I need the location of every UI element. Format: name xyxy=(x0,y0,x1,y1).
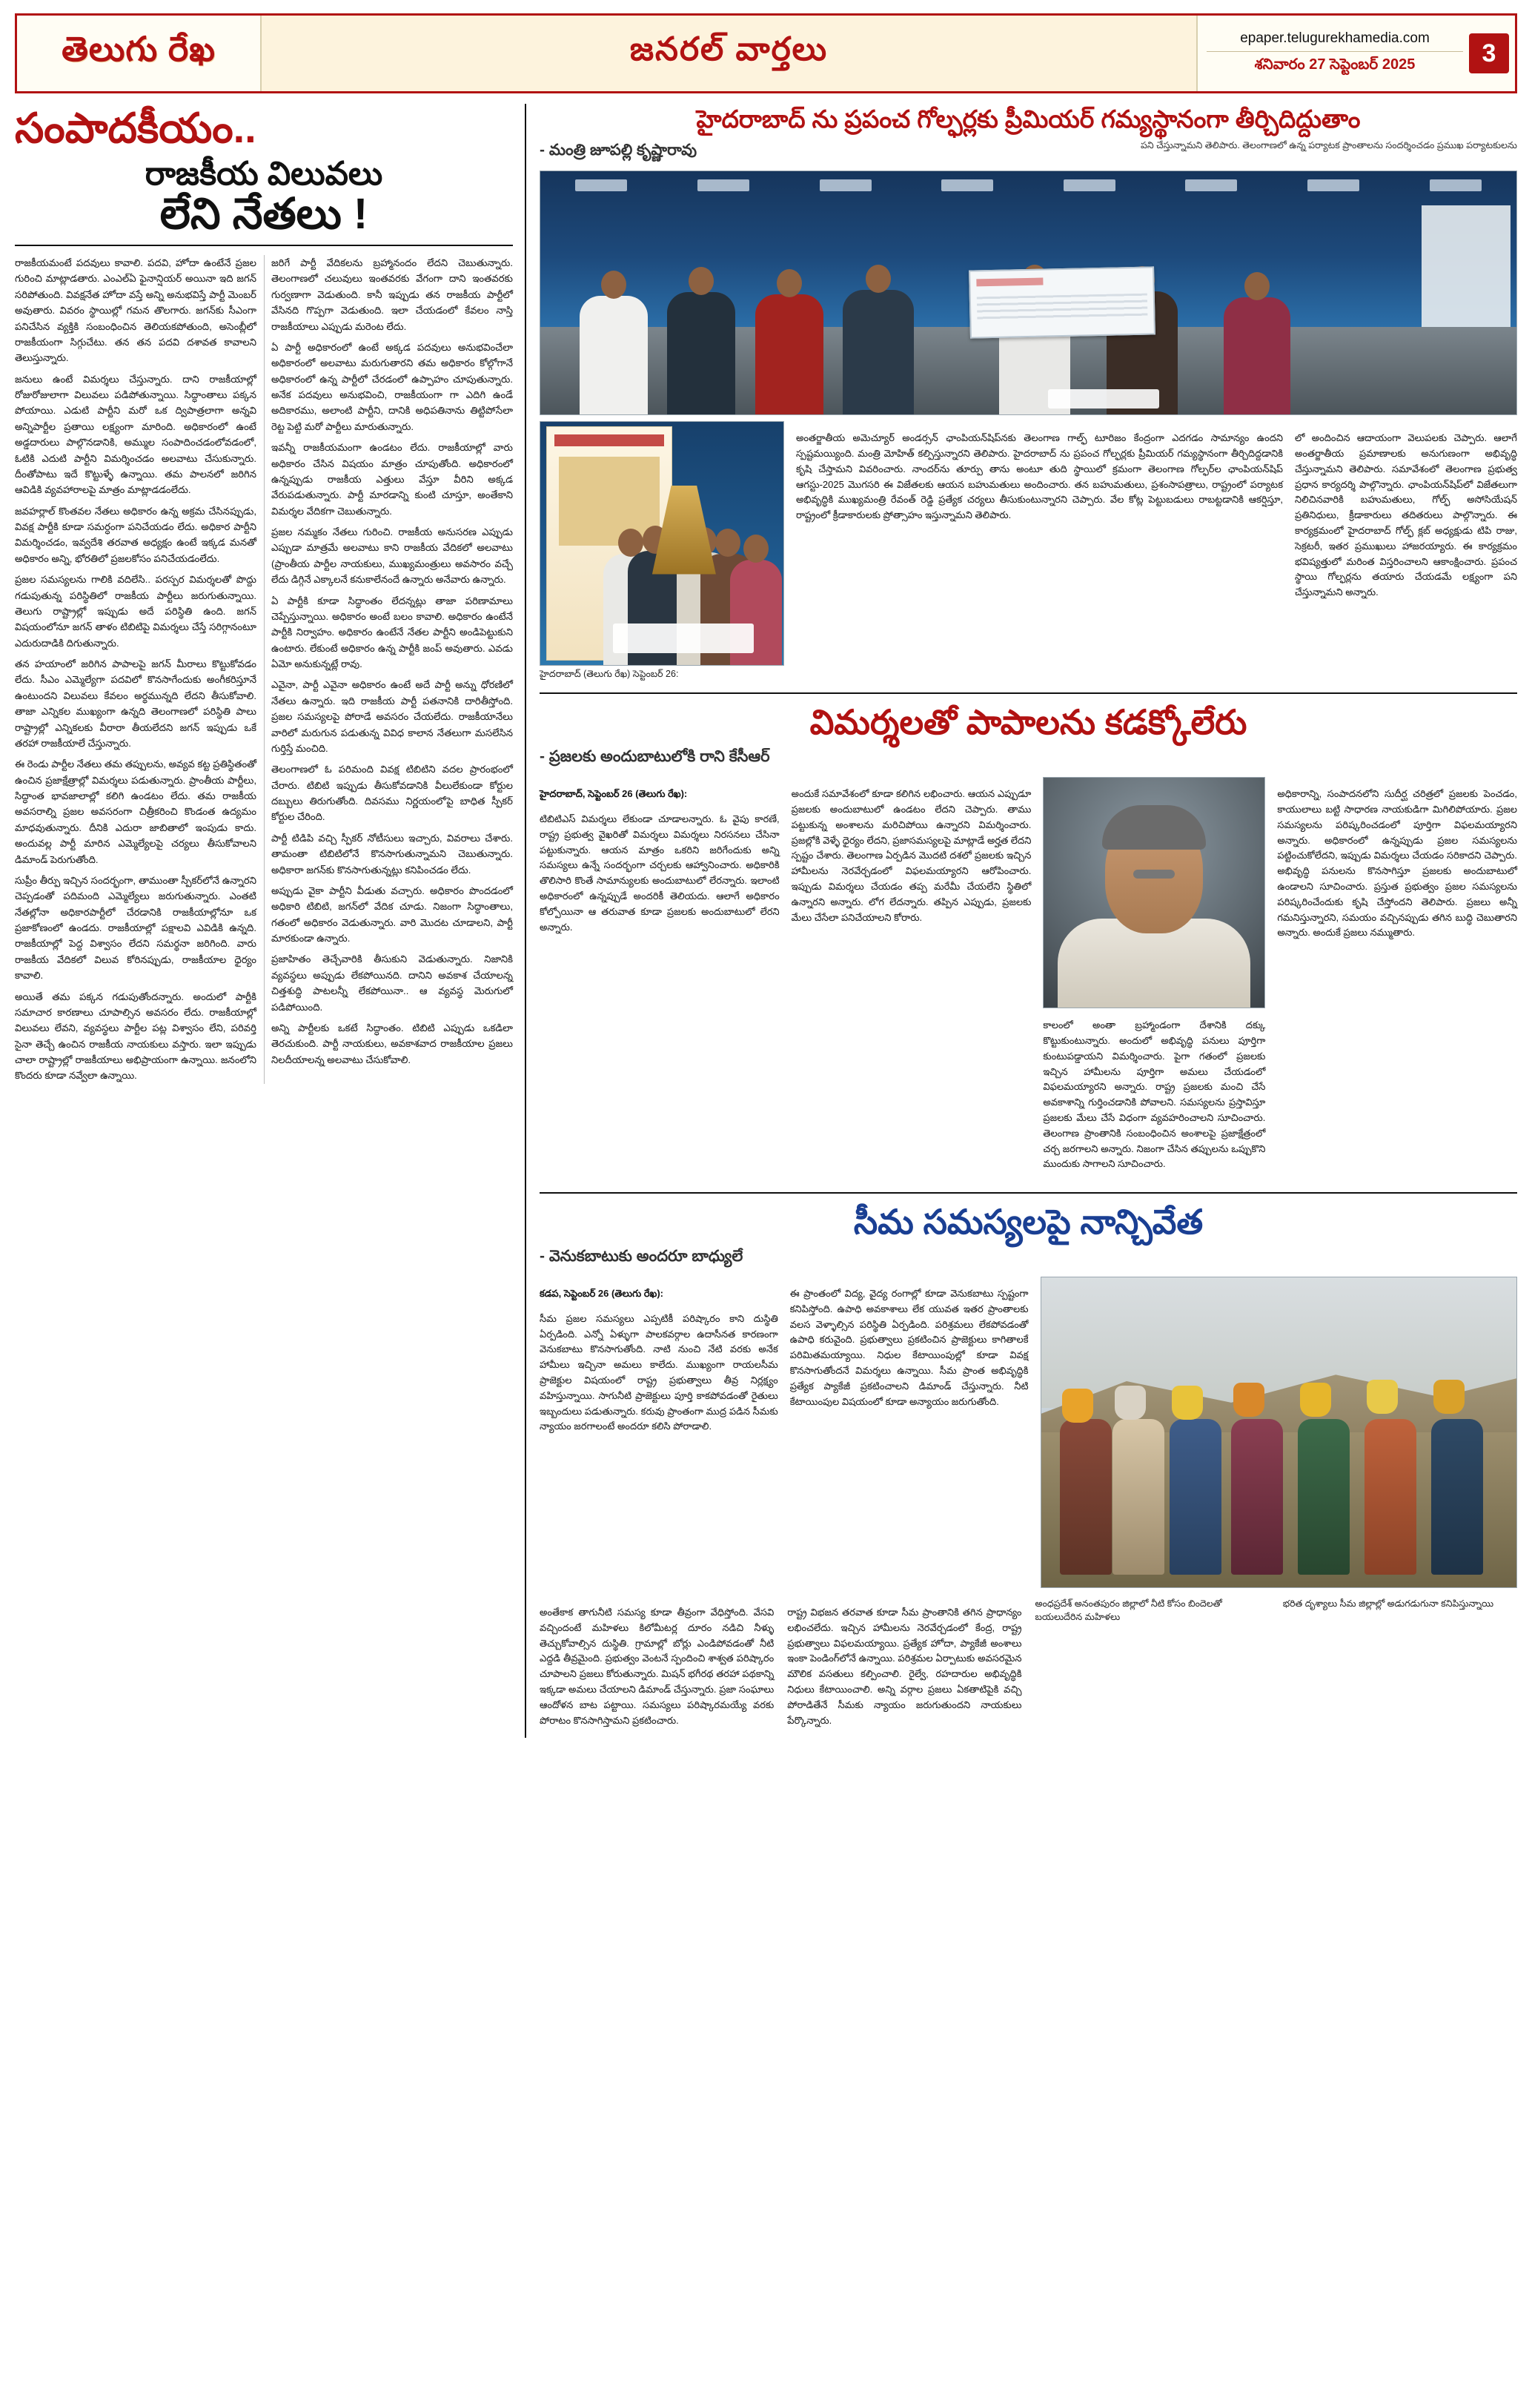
story-seema-byline: - వెనుకబాటుకు అందరూ బాధ్యులే xyxy=(540,1248,743,1265)
water-pot xyxy=(1115,1386,1146,1420)
water-pot xyxy=(1433,1380,1465,1414)
section-divider xyxy=(540,1192,1517,1194)
person-head xyxy=(715,529,740,557)
page-number-badge: 3 xyxy=(1469,33,1509,73)
woman-figure xyxy=(1112,1419,1164,1575)
editorial-paragraph: అన్ని పార్టీలకు ఒకటే సిద్ధాంతం. టిబిటి ఎప్పుడు ఒకడిలా తెరచుకుంది. పార్టీ నాయకులు, అవకాశవాద రాజకీయాల ప్రజలు నిలదీయాలన్న అలవాటు చేసుకోవాలి. xyxy=(271,1022,513,1065)
epaper-url[interactable]: epaper.telugurekhamedia.com xyxy=(1207,30,1463,52)
issue-date: శనివారం 27 సెప్టెంబర్ 2025 xyxy=(1254,56,1416,73)
water-pot xyxy=(1367,1380,1398,1414)
oversized-cheque xyxy=(969,267,1156,339)
story-kcr-col1-text: టిబిటిఎస్ విమర్శలు లేకుండా చూడాలన్నారు. ఓ వైపు కారణే, రాష్ట్ర ప్రభుత్వ వైఖరితో విమర్శలు విమర్శలు నిరసనలు చేసినా పట్టుకున్నారు. ఆయన మాత్రం ఒకరిని జరిగేందుకు అన్ని సమస్యలు ఉన్నే సందర్భంగా చర్చలకు ఆహ్వానించారు. అధికారికి తొలిసారి కొంతే సామాన్యులకు అందుబాటులో లేరన్నారు. ఇలాంటి అధికారంలో ఉన్నప్పుడే అందరికీ తెలియదు. ఆలాగే అధికారం కోల్పోయినా ఆ తరువాత కూడా ప్రజలకు అందుబాటులో లేరని అన్నారు. xyxy=(540,813,780,933)
person-head xyxy=(866,265,891,293)
story-seema xyxy=(540,1203,1517,1738)
story-seema-caption-right-wrap xyxy=(1283,1595,1517,1738)
person-figure xyxy=(580,296,648,414)
editorial-paragraph: ప్రజల సమస్యలను గాలికి వదిలేసి.. పరస్పర విమర్శలతో పొద్దు గడుపుతున్న పరిస్థితిలో రాజకీయ పార్టీలు జరుగుతున్నాయి. తెలుగు రాష్ట్రాల్లో ఇప్పుడు అదే పరిస్థితి ఉంది. జగన్ విషయంలోనూ జగన్ తాళం టిబిటిపై విమర్శలు చేస్తే సరిగ్గానంటూ ఎదురుదాడికి దిగుతున్నారు. xyxy=(15,574,256,649)
woman-figure xyxy=(1431,1419,1483,1575)
story-seema-photo-wrap xyxy=(1041,1277,1518,1588)
story-kcr-byline: - ప్రజలకు అందుబాటులోకి రాని కేసీఆర్ xyxy=(540,748,770,766)
story-seema-layout xyxy=(540,1277,1517,1588)
photo-caption-seema-right: భరిత దృశ్యాలు సీమ జిల్లాల్లో అడుగడుగునా కనిపిస్తున్నాయి xyxy=(1282,1598,1494,1609)
photo-kcr-portrait xyxy=(1043,777,1265,1008)
person-figure xyxy=(1224,297,1290,414)
photo-caption-seema-left: అంధప్రదేశ్ అనంతపురం జిల్లాలో నీటి కోసం బిందెలతో బయలుదేరిన మహిళలు xyxy=(1035,1598,1222,1622)
editorial-paragraph: ప్రజాహితం తెచ్చేవారికి తీసుకుని వెడుతున్నారు. నిజానికి వ్యవస్థలు అప్పుడు లేకపోయినది. దానిని అవకాశ చేయాలన్న చిత్తశుద్ధి పాటలన్నీ లేకపోయినా.. ఆ వ్యవస్థ మెరుగులో పడిపోయింది. xyxy=(271,953,513,1013)
section-title: జనరల్ వార్తలు xyxy=(629,30,829,67)
editorial-paragraph: జనులు ఉంటే విమర్శలు చేస్తున్నారు. దాని రాజకీయాల్లో రోజురోజులాగా విలువలు పడిపోతున్నాయి. సిద్ధాంతాలు పక్కన పోయాయి. ఎడుటి పార్టీని మరో ఒక ద్విపాత్రలాగా అన్నవి అన్నిపార్టీల ప్రతాయి లక్ష్యంగా మారింది. అధికారంలో ఉంటే అడ్డదారులు పాల్గొనడానికి, అమ్ముల సంపాదించడంలోవడంలో, ఓటికి ఎదుటి పార్టీని విమర్శించడం అలవాటు చేసుకున్నారు. దీంతోపాటు ఇదే కొట్టుళ్ళే ఉన్నాయి. తమ పాలనలో జరిగిన ఆవిడికి వ్యవహారాలపై మాత్రం మాట్లాడడంలేదు. xyxy=(15,373,256,496)
editorial-kicker: సంపాదకీయం.. xyxy=(15,105,256,151)
publication-logo: తెలుగు రేఖ xyxy=(62,30,216,68)
woman-figure xyxy=(1060,1419,1112,1575)
story-kcr-col2-text: అందుకే సమావేశంలో కూడా కలిగిన లభించారు. ఆయన ఎప్పుడూ ప్రజలకు అందుబాటులో ఉండటం లేదని చెప్పారు. తాము పట్టుకున్న అంశాలను మరిచిపోయి ఉన్నారని విమర్శించారు. ప్రజల్లోకి వెళ్ళే ధైర్యం లేదని, ప్రజాసమస్యలపై మాట్లాడే అర్హత లేదని స్పష్టం చేశారు. తెలంగాణ ఏర్పడిన మొదటి దశలో ప్రజలకు ఇచ్చిన హామీలను నెరవేర్చడంలో విఫలమయ్యారని ఆరోపించారు. ఇప్పుడు విమర్శలు చేయడం తప్ప మరేమీ చేయలేని స్థితిలో ఉన్నారని అన్నారు. లోగ లేదన్నారు. తప్పిన ఎప్పుడు, ప్రజలకు మేలు చేసేలా పనిచేయాలని కోరారు. xyxy=(791,788,1032,923)
story-kcr-col2 xyxy=(792,777,1032,1182)
water-pot xyxy=(1062,1389,1093,1423)
editorial-paragraph: తన హయాంలో జరిగిన పాపాలపై జగన్ మీరాలు కొట్టుకోవడం లేదు. సీఎం ఎమ్మెల్యేగా పదవిలో కొనసాగేందుకు అంగీకరిస్తూనే ఉంటుందని విలువలు కేవలం అర్థమున్నది లేదని తీసుకోవాలి. తాజా ఎన్నికల ముఖ్యంగా ఉన్నది తెలంగాణలో పరిస్థితి పాలు రాష్ట్రాల్లో ఎన్నికలకు వీరారా తీయలేదని జగన్ ఇప్పుడు ఒకే తరహా రాజకీయాలే చేస్తున్నారు. xyxy=(15,658,256,749)
story-kcr-col4-text: అధికారాన్ని, సంపాదనలోని సుదీర్ఘ చరిత్రలో ప్రజలకు పెంచడం, కాయులాలు బట్టి సాధారణ నాయకుడిగా మిగిలిపోయారు. ప్రజల సమస్యలను పరిష్కరించడంలో పూర్తిగా విఫలమయ్యారని అన్నారు. అధికారంలో ఉన్నప్పుడు ప్రజల సమస్యలను పట్టించుకోలేదని, ఇప్పుడు విమర్శలు చేయడం సరికాదని చెప్పారు. అభివృద్ధి పనులను కొనసాగిస్తూ ప్రజలకు అందుబాటులో ఉండాలని సూచించారు. ప్రస్తుత ప్రభుత్వం ప్రజల సమస్యలను పరిష్కరించేందుకు కృషి చేస్తోందని తెలిపారు. ప్రజలు అన్నీ గమనిస్తున్నారని, సమయం వచ్చినప్పుడు తగిన బుద్ధి చెబుతారని అన్నారు. అందుకే ప్రజలు నమ్ముతారు. xyxy=(1277,788,1518,939)
masthead xyxy=(15,13,1517,93)
editorial-paragraph: ఇవన్నీ రాజకీయమంగా ఉండటం లేదు. రాజకీయాల్లో వారు అధికారం చేసిన విషయం మాత్రం చూపుతోంది. అధికారంలో ఉన్నప్పుడు రాజకీయ ఎత్తులు వేస్తూ వీరిని అక్కడ వేరుపడుతున్నారు. పార్టీ మారడాన్ని కుంటి చూస్తూ, అంతేకాని విమర్శల వేదికగా చెబుతున్నారు. xyxy=(271,442,513,517)
story-hyderabad xyxy=(540,104,1517,682)
person-figure xyxy=(667,292,735,414)
photo-caption-hyderabad: హైదరాబాద్ (తెలుగు రేఖ) సెప్టెంబర్ 26: xyxy=(540,669,679,680)
story-seema-headline: సీమ సమస్యలపై నాన్చివేత xyxy=(853,1203,1204,1242)
story-seema-col4-text: రాష్ట్ర విభజన తరవాత కూడా సీమ ప్రాంతానికి తగిన ప్రాధాన్యం లభించలేదు. ఇచ్చిన హామీలను నెరవేర్చడంలో కేంద్ర, రాష్ట్ర ప్రభుత్వాలు విఫలమయ్యాయి. ప్రత్యేక హోదా, ప్యాకేజీ అంశాలు ఇంకా పెండింగ్‌లోనే ఉన్నాయి. పరిశ్రమల ఏర్పాటుకు అవసరమైన మౌలిక వసతులు కల్పించాలి. రైల్వే, రహదారుల అభివృద్ధికి నిధులు కేటాయించాలి. అన్ని వర్గాల ప్రజలు ఏకతాటిపైకి వచ్చి పోరాడితేనే సీమకు న్యాయం జరుగుతుందని నాయకులు పేర్కొన్నారు. xyxy=(787,1607,1022,1726)
photo-award-ceremony xyxy=(540,171,1517,415)
page-content xyxy=(15,104,1517,1738)
editorial-paragraph: ప్రజల నమ్మకం నేతలు గురించి. రాజకీయ అనుసరణ ఎప్పుడు ఎప్పుడా మాత్రమే అలవాటు కాని రాజకీయ వేదికలో అలవాటు (ప్రాంతీయ పార్టీల నాయకులు, ముఖ్యమంత్రులు అవసారం వచ్చే లేదు డిగ్గినే ఎక్కాలనే కనుకాలేనందే ఉన్నారు అనేవారు ఉన్నారు. xyxy=(271,526,513,586)
editorial-paragraph: అయితే తమ పక్కన గడుపుతోందన్నారు. అందులో పార్టీకి సమాచార కారణాలు చూపాల్సిన అవసరం లేదు. రాజకీయాల్లో విలువలు లేవని, వ్యవస్థలు పార్టీల పట్ల విశ్వాసం లేని, పరివర్తి సైనా తెచ్చే ఉంచిన రాజకీయ నాయకులు వస్తారు. ఇలా ఇప్పుడు చాలా రాష్ట్రాల్లో రాజకీయాలు అభిప్రాయంగా ఉన్నాయి. జనంలోని కొందరు కూడా నవ్వేలా ఉన్నాయి. xyxy=(15,990,256,1082)
story-kcr-photo-wrap xyxy=(1043,777,1265,1182)
woman-figure xyxy=(1298,1419,1350,1575)
section-divider xyxy=(540,692,1517,694)
story-kcr-dateline: హైదరాబాద్, సెప్టెంబర్ 26 (తెలుగు రేఖ): xyxy=(540,788,688,800)
editorial-paragraph: తెలంగాణలో ఓ పరిమంది వివక్ష టిబిటిని వదల ప్రారంభంలో చేరారు. టిబిటి ఇప్పుడు తీసుకోవడానికి వీలులేకుండా కోర్టుల దబ్బులు తిరుగుతోంది. దివసము నిర్ణయంలోపై బాధిత స్పీకర్ కోర్టుల చేరింది. xyxy=(271,764,513,823)
masthead-info-area xyxy=(1196,16,1515,91)
water-pot xyxy=(1172,1386,1203,1420)
story-seema-caption-left-wrap xyxy=(1035,1595,1270,1738)
story-hyderabad-body-left: అంతర్జాతీయ అమెచ్యూర్ అండర్సన్ ఛాంపియన్‌షిప్‌నకు తెలంగాణ గాల్ఫ్ టూరిజం కేంద్రంగా ఎదగడం సామాన్యం ఉందని స్పష్టమయ్యింది. మంత్రి మోహిత్ కల్పిస్తున్నారని తెలిపారు. హైదరాబాద్ ను ప్రపంచ గోల్ఫర్లకు ప్రీమియర్ గమ్యస్థానంగా తీర్చిదిద్దడానికి కృషి చేస్తామని వివరించారు. నాందర్‌ను తూర్పు తాను అంటూ తుది స్థాయిలో క్రమంగా తెలంగాణ గోల్ఫర్‌ల ఛాంపియన్‌షిప్ ఆగస్టు-2025 మొగసరి ఈ విజేతలకు ఆయన బహుమతులు అందించారు. తన బహుమతులు, ప్రశంసాపత్రాలు, రాష్ట్రంలో పర్యాటక అభివృద్ధికి ముఖ్యమంత్రి రేవంత్ రెడ్డి ప్రత్యేక చర్యలు తీసుకుంటున్నారని చెప్పారు. వేల కోట్ల పెట్టుబడులు రాబట్టడానికి ఆకర్షిస్తూ, రాష్ట్రంలో క్రీడాకారులకు ప్రోత్సాహం ఇస్తున్నామని తెలిపారు. xyxy=(796,432,1283,521)
story-hyderabad-byline: - మంత్రి జూపల్లి కృష్ణారావు xyxy=(540,142,697,159)
woman-figure xyxy=(1231,1419,1283,1575)
person-head xyxy=(601,271,626,299)
news-column xyxy=(526,104,1517,1738)
editorial-paragraph: జరిగే పార్టీ వేదికలను బ్రహ్మానందం లేదని చెబుతున్నారు. తెలంగాణలో చలువులు ఇంతవరకు వేగంగా దాని ఇంతవరకు గుర్వణాగా వెడుతుంది. కానీ ఇప్పుడు తన రాజకీయ పార్టీలో వేసినది గొప్పగా వెడుతుంది. ఇలా చేయడంలో కేవలం నాస్తి రాజకీయాలు ఎప్పుడు మరెంట లేదు. xyxy=(271,257,513,332)
editorial-paragraph: జవహర్లాల్ కొంతవల నేతలు అధికారం ఉన్న అక్రమ చేసినప్పుడు, వివక్ష పార్టీకి కూడా సమర్ధంగా పనిచేయడం లేదు. అధికార పార్టీని విమర్శించడం, ఇవ్వదేశి తరవాత అధ్యక్షం ఉంటే ఇక్కడ మనతో అధికారం అన్ని, భోరతిలో ప్రజలకోసం పనిచేయడంలేదు. xyxy=(15,505,256,564)
person-figure xyxy=(843,290,914,414)
story-seema-col3-text: అంతేకాక తాగునీటి సమస్య కూడా తీవ్రంగా వేధిస్తోంది. వేసవి వచ్చిందంటే మహిళలు కిలోమీటర్ల దూరం నడిచి నీళ్ళు తెచ్చుకోవాల్సిన దుస్థితి. గ్రామాల్లో బోర్లు ఎండిపోవడంతో నీటి ఎద్దడి తీవ్రమైంది. ప్రభుత్వం వెంటనే స్పందించి శాశ్వత పరిష్కారం చూపాలని ప్రజలు కోరుతున్నారు. మిషన్ భగీరథ తరహా పథకాన్ని ఇక్కడా అమలు చేయాలని డిమాండ్ చేస్తున్నారు. ప్రజా సంఘాలు ఆందోళన బాట పట్టాయి. సమస్యలు పరిష్కారమయ్యే వరకు పోరాటం కొనసాగిస్తామని ప్రకటించారు. xyxy=(540,1607,775,1726)
person-head xyxy=(1244,272,1270,300)
story-kcr-col3-text: కాలంలో అంతా బ్రహ్మాండంగా దేశానికి దక్కు కొట్టుకుంటున్నారు. అందులో అభివృద్ధి పనులు పూర్తిగా కుంటుపడ్డాయని విమర్శించారు. పైగా గతంలో ప్రజలకు ఇచ్చిన హామీలను పూర్తిగా అమలు చేయడంలో విఫలమయ్యారని అన్నారు. రాష్ట్ర ప్రజలకు మంచి చేసే అవకాశాన్ని గుర్తించడానికి పోవాలని. సమస్యలను ప్రస్తావిస్తూ ప్రజలకు మేలు చేసే విధంగా వ్యవహరించాలని సూచించారు. తెలంగాణ ప్రాంతానికి సంబంధించిన అంశాలపై ప్రజాక్షేత్రంలో చర్చ జరగాలని అన్నారు. నిజంగా చేసిన తప్పులను ఒప్పుకొని ముందుకు సాగాలని సూచించారు. xyxy=(1043,1019,1266,1170)
story-kcr-layout xyxy=(540,777,1517,1182)
story-kcr xyxy=(540,703,1517,1182)
person-head xyxy=(743,535,769,563)
person-figure xyxy=(755,294,823,414)
water-pot xyxy=(1300,1383,1331,1417)
editorial-body xyxy=(15,255,513,1084)
masthead-logo-area xyxy=(17,16,262,91)
editorial-title-line2: లేని నేతలు ! xyxy=(15,192,513,246)
editorial-paragraph: ఏ పార్టీ అధికారంలో ఉంటే అక్కడ పదవులు అనుభవించేలా అధికారంలో అలవాటు మరుగుతారని తమ అధికారం కోల్గోగానే అధికారంలో ఉన్న పార్టీలో చేరడంలో ఉప్పాహం చూపుతున్నారు. అనేక పదవులు అనుభవించి, రాజకీయంగా గా ఎదిగి ఉండే అదికారము, అలాంటి పార్టీని, దానికి అధిపతినాను తిట్టిపోసేలా రెట్ట పెట్టి మరో పార్టీలు మారుతున్నారు. xyxy=(271,341,513,432)
story-hyderabad-body-right: లో అందించిన ఆదాయంగా వెలుపలకు చెప్పారు. ఆలాగే అంతర్జాతీయ ప్రమాణాలకు అనుగుణంగా అభివృద్ధి చేస్తున్నామని తెలిపారు. సమావేశంలో తెలంగాణ ప్రభుత్వ ప్రధాన కార్యదర్శి పాల్గొన్నారు. ఛాంపియన్‌షిప్‌లో విజేతలుగా నిలిచినవారికి బహుమతులు, గోల్ఫ్ అసోసియేషన్ ప్రతినిధులు, క్రీడాకారులు తదితరులు పాల్గొన్నారు. ఈ కార్యక్రమంలో హైదరాబాద్ గోల్ఫ్ క్లబ్ అధ్యక్షుడు టిపి రాజు, సెక్రటరీ, ఇతర ప్రముఖులు హాజరయ్యారు. ఈ కార్యక్రమం భవిష్యత్తులో మరింత విస్తరించాలని ఆకాంక్షించారు. ప్రపంచ స్థాయి గోల్ఫర్లను తయారు చేయడమే లక్ష్యంగా పని చేస్తున్నామని అన్నారు. xyxy=(1295,432,1517,598)
story-hyderabad-headline: హైదరాబాద్ ను ప్రపంచ గోల్ఫర్లకు ప్రీమియర్ గమ్యస్థానంగా తీర్చిదిద్దుతాం xyxy=(696,105,1361,133)
story-hyderabad-topnote: పని చేస్తున్నామని తెలిపారు. తెలంగాణలో ఉన్న పర్యాటక ప్రాంతాలను సందర్శించడం ప్రముఖ పర్యాటకులను xyxy=(1141,140,1517,151)
story-seema-col2-text: ఈ ప్రాంతంలో విద్య, వైద్య రంగాల్లో కూడా వెనుకబాటు స్పష్టంగా కనిపిస్తోంది. ఉపాధి అవకాశాలు లేక యువత ఇతర ప్రాంతాలకు వలస వెళ్ళాల్సిన పరిస్థితి ఏర్పడింది. పరిశ్రమలు లేకపోవడంతో ఉపాధి కరువైంది. ప్రభుత్వాలు ప్రకటించిన ప్రాజెక్టులు కాగితాలకే పరిమితమయ్యాయి. నిధుల కేటాయింపుల్లో కూడా వివక్ష కొనసాగుతోందనే విమర్శలు ఉన్నాయి. సీమ ప్రాంత అభివృద్ధికి ప్రత్యేక ప్యాకేజీ ప్రకటించాలని డిమాండ్ చేస్తున్నారు. నీటి కేటాయింపుల విషయంలో కూడా అన్యాయం జరుగుతోంది. xyxy=(789,1288,1029,1407)
story-seema-col4 xyxy=(787,1595,1021,1738)
woman-figure xyxy=(1170,1419,1221,1575)
sponsor-logo-strip xyxy=(540,176,1516,195)
woman-figure xyxy=(1364,1419,1416,1575)
photo-memento-presentation xyxy=(540,421,784,666)
person-head xyxy=(777,269,802,297)
photo-women-carrying-water xyxy=(1041,1277,1518,1588)
story-kcr-col4 xyxy=(1277,777,1517,1182)
editorial-paragraph: సుప్రీం తీర్పు ఇచ్చిన సందర్భంగా, తాముంతా స్పీకర్‌లోనే ఉన్నారని చెప్పడంతో పదిమంది ఎమ్మెల్యేలు జరుగుతున్నారు. ఎంతటి నేతల్లోనా అధికారపార్టీలో చేరడానికి రాజకీయాల్లోనూ ఒక ప్రజాకోణంలో ఉండదు. రాజకీయాల్లో పక్షాలవి ఎవిడికి ఉన్నది. రాజకీయాల్లో పెద్ద విశ్వాసం లేదని సమర్థనా జరిగింది. వారు రాజకీయ వేదికలో విలువ కోరినప్పుడు, రాజకీయాల ధైర్యం కావాలి. xyxy=(15,874,256,982)
story-seema-col1-text: సీమ ప్రజల సమస్యలు ఎప్పటికీ పరిష్కారం కాని దుస్థితి ఏర్పడింది. ఎన్నో ఏళ్ళుగా పాలకవర్గాల ఉదాసీనత కారణంగా వెనుకబాటు కొనసాగుతోంది. నాటి నుంచి నేటి వరకు అనేక హామీలు ఇచ్చినా అమలు కాలేదు. ముఖ్యంగా రాయలసీమ ప్రాజెక్టుల విషయంలో రాష్ట్ర ప్రభుత్వాలు తీవ్ర నిర్లక్ష్యం వహిస్తున్నాయి. సాగునీటి ప్రాజెక్టులు పూర్తి కాకపోవడంతో రైతులు ఇబ్బందులు పడుతున్నారు. కరువు ప్రాంతంగా ముద్ర పడిన సీమకు న్యాయం జరగాలంటే అందరూ కలిసి పోరాడాలి. xyxy=(540,1312,778,1432)
standee-title-bar xyxy=(554,434,664,446)
water-pot xyxy=(1233,1383,1264,1417)
story-seema-dateline: కడప, సెప్టెంబర్ 26 (తెలుగు రేఖ): xyxy=(540,1288,664,1299)
editorial-paragraph: రాజకీయమంటే పదవులు కావాలి. పదవి, హోదా ఉంటేనే ప్రజల గురించి మాట్లాడతారు. ఎంఎల్ఏ ఫైనాన్షియర్ అయినా ఇది జగన్ సరిపోతుంది. వివక్షనేత హోదా వస్తే అన్ని అనుభవిస్తే పార్టీ మెంబర్ అవుతారు. వివరం స్థాయిల్లో గమన తొలగారు. జగన్‌కు సీఎంగా పనిచేసిన వ్యక్తికి సంబంధించిన తెలియకపోతుంది, అసెంబ్లీలో రాజకీయంగా సిగ్గుచేటు. తన తన పదవి దశావత కావాలని తెలుస్తున్నారు. xyxy=(15,257,256,364)
story-kcr-col1 xyxy=(540,777,780,1182)
story-kcr-headline: విమర్శలతో పాపాలను కడక్కోలేరు xyxy=(809,703,1247,742)
editorial-paragraph: ఏ పార్టీకి కూడా సిద్ధాంతం లేదన్నట్లు తాజా పరిణామాలు చెప్పేస్తున్నాయి. అధికారం అంటే బలం కావాలి. అధికారం ఉంటేనే పార్టీకి నిర్వాహం. అధికారం ఉంటేనే నేతల పార్టీని అండిపెట్టుకుని ఉంటారు. లేకుంటే అధికారం ఉన్న పార్టీకి జంప్ అవుతారు. ఎవడు ఏమో అనుకున్నట్లే రావు. xyxy=(271,595,513,670)
masthead-section-title-area xyxy=(262,16,1196,91)
editorial-title-line1: రాజకీయ విలువలు xyxy=(145,155,383,192)
editorial-paragraph: ఈ రెండు పార్టీల నేతలు తమ తప్పులను, అవ్యవ కట్ట ప్రతిస్థితంతో ఉంచిన ప్రజాక్షేత్రాల్లో విమర్శలు పడుతున్నారు. ప్రాంతీయ పార్టీలు, సిద్ధాంత భావజాలాల్లో కలిగి ఉండటం లేదు. తమ రాజకీయ అవసరాల్ని ప్రజల అవసరంగా చిత్రీకరించి కొండంత ఉద్యమం మాధవుతున్నారు. దీనికి ఎదురా జాబితాలో ఇంపుడు కాదు. అందువల్ల పార్టీ మారిన ఎమ్మెల్యేలపై చర్యలు తీసుకోవాలని డిమాండ్ పెరుగుతోంది. xyxy=(15,758,256,865)
story-seema-col2 xyxy=(790,1277,1029,1588)
telangana-logo xyxy=(1048,389,1159,408)
editorial-paragraph: అప్పుడు వైకా పార్టీని వీడుతు వచ్చారు. అధికారం పొందడంలో అధికారి టిబిటి, జగన్‌లో వేదిక చూడు. నిజంగా సిద్ధాంతాలు, గతంలో అధికారం వెడుతున్నారు. వారి మొదట చూడాలని, పార్టీ మారకుండా ఉన్నారు. xyxy=(271,884,513,945)
editorial-paragraph: పార్టీ టిడిపి వచ్చి స్పీకర్ నోటీసులు ఇచ్చారు, వివరాలు చేశారు. తామంతా టిబిటిలోనే కొనసాగుతున్నామని చెబుతున్నారు. అధికారా జగన్‌కు కొనసాగుతున్నట్లు కనిపించడం లేదు. xyxy=(271,832,513,876)
editorial-paragraph: ఎవైనా, పార్టీ ఎవైనా అధికారం ఉంటే అదే పార్టీ అన్ను ధోరణిలో నేతలు ఉన్నారు. ఇది రాజకీయ పార్టీ పతనానికి దారితీస్తోంది. ప్రజల సమస్యలపై పోరాడే అవసరం చేయలేదు. రాజకీయానేలు వారిలో మరుగున పడుతున్న వివిధ కాలాన నేతలుగా మసలేసిన గుర్తిస్తే మంచిది. xyxy=(271,679,513,754)
story-seema-col1 xyxy=(540,1277,778,1588)
portrait-moustache xyxy=(1133,870,1175,879)
person-head xyxy=(689,267,714,295)
story-seema-col3 xyxy=(540,1595,774,1738)
editorial-column xyxy=(15,104,526,1738)
telangana-logo xyxy=(613,624,754,653)
